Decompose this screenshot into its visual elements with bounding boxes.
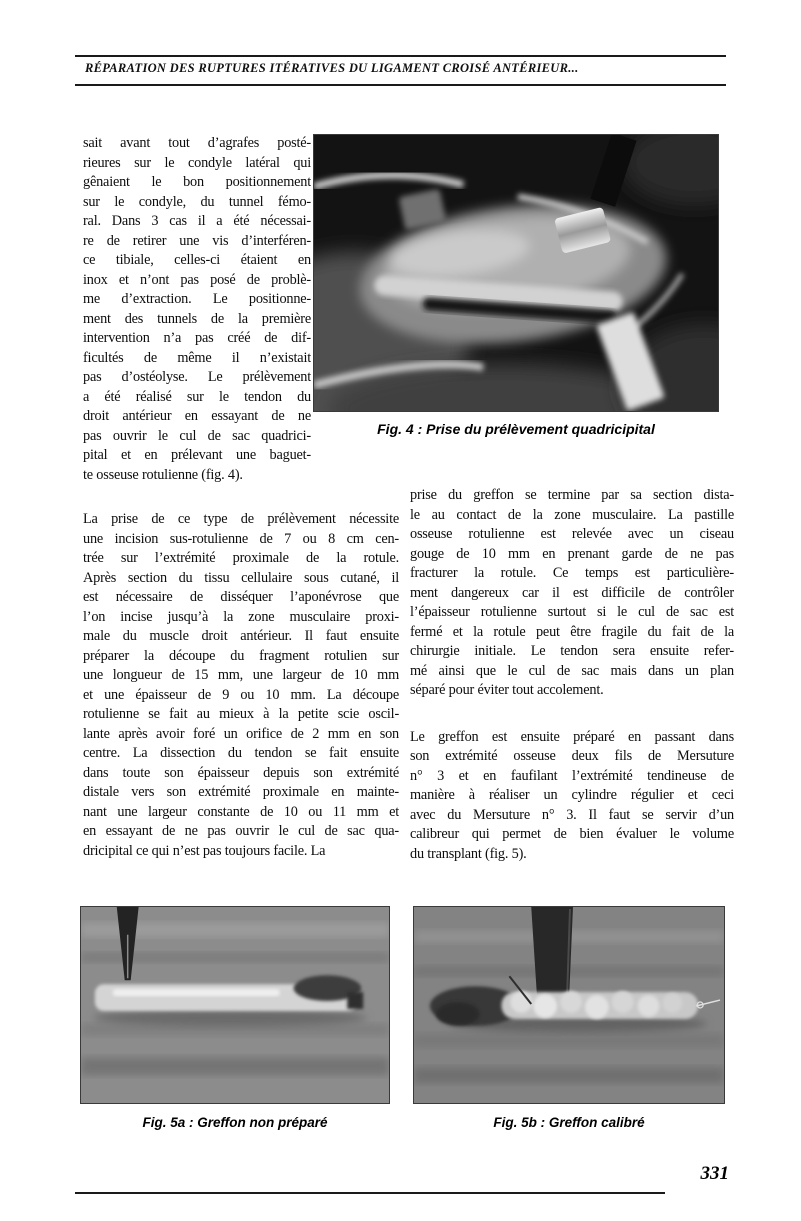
- text-line: centre. La dissection du tendon se fait ensuite: [83, 745, 399, 761]
- text-line: n° 3 et en faufilant l’extrémité tendineuse de: [410, 767, 734, 784]
- paragraph-gap: [410, 701, 734, 728]
- right-paragraph-2: [410, 728, 734, 865]
- text-line: ral. Dans 3 cas il a été nécessai-: [83, 213, 311, 229]
- text-line: préparer la découpe du fragment rotulien sur: [83, 647, 399, 664]
- footer-rule: [75, 1192, 665, 1194]
- figure-4: [313, 134, 719, 437]
- text-line: chirurgie initiale. Le tendon sera ensuite refer-: [410, 643, 734, 659]
- right-column: [410, 486, 734, 864]
- text-line: mé ainsi que le cul de sac mais dans un plan: [410, 662, 734, 679]
- figure-5a-photo: [80, 906, 390, 1104]
- text-line: a été réalisé sur le tendon du: [83, 388, 311, 405]
- header-rule-top: [75, 55, 726, 57]
- text-line: son extrémité osseuse deux fils de Mersuture: [410, 748, 734, 764]
- text-line: intervention n’a pas créé de dif-: [83, 330, 311, 346]
- text-line: te osseuse rotulienne (fig. 4).: [83, 466, 243, 483]
- text-line: droit antérieur en essayant de ne: [83, 408, 311, 424]
- text-line: ment dangereux car il est difficile de contrôler: [410, 584, 734, 601]
- text-line: calibreur qui permet de bien évaluer le volume: [410, 826, 734, 842]
- figure-5a-caption: Fig. 5a : Greffon non préparé: [142, 1115, 328, 1130]
- text-line: distale vers son extrémité proximale en mainte-: [83, 784, 399, 800]
- text-line: prise du greffon se termine par sa section dista-: [410, 487, 734, 503]
- text-line: le au contact de la zone musculaire. La pastille: [410, 506, 734, 523]
- text-line: rieures sur le condyle latéral qui: [83, 154, 311, 171]
- text-line: trée sur l’extrémité proximale de la rotule.: [83, 550, 399, 566]
- text-line: séparé pour éviter tout accolement.: [410, 682, 604, 698]
- left-column-paragraph: [83, 510, 399, 861]
- text-line: gouge de 10 mm en prenant garde de ne pas: [410, 545, 734, 562]
- figure-4-caption: Fig. 4 : Prise du prélèvement quadricipital: [377, 421, 655, 437]
- right-paragraph-1: [410, 486, 734, 701]
- text-line: nant une largeur constante de 10 ou 11 mm et: [83, 803, 399, 820]
- text-line: une longueur de 15 mm, une largeur de 10 mm: [83, 667, 399, 683]
- text-line: avec du Mersuture n° 3. Il faut se servir d’un: [410, 806, 734, 823]
- running-title: RÉPARATION DES RUPTURES ITÉRATIVES DU LIGAMENT CROISÉ ANTÉRIEUR...: [85, 61, 579, 75]
- intro-paragraph: [83, 134, 311, 485]
- text-line: fermé et la rotule peut être fragile du fait de la: [410, 623, 734, 640]
- header-rule-bottom: [75, 84, 726, 86]
- page-number: 331: [700, 1163, 729, 1184]
- text-line: ment des tunnels de la première: [83, 310, 311, 327]
- text-line: La prise de ce type de prélèvement nécessite: [83, 511, 399, 527]
- text-line: re de retirer une vis d’interféren-: [83, 232, 311, 249]
- text-line: Le greffon est ensuite préparé en passant dans: [410, 728, 734, 745]
- figure-5b-caption: Fig. 5b : Greffon calibré: [493, 1115, 645, 1130]
- text-line: l’on incise jusqu’à la zone musculaire proxi-: [83, 608, 399, 625]
- text-line: me d’extraction. Le positionne-: [83, 291, 311, 307]
- text-line: inox et n’ont pas posé de problè-: [83, 271, 311, 288]
- text-line: dricipital ce qui n’est pas toujours facile. La: [83, 842, 326, 859]
- text-line: manière à réaliser un cylindre régulier et ceci: [410, 787, 734, 803]
- text-line: ficultés de même il n’existait: [83, 349, 311, 366]
- text-line: et une épaisseur de 9 ou 10 mm. La découpe: [83, 686, 399, 703]
- text-line: fracturer la rotule. Ce temps est particulière-: [410, 565, 734, 581]
- text-line: une incision sus-rotulienne de 7 ou 8 cm cen-: [83, 530, 399, 547]
- text-line: dans toute son épaisseur depuis son extrémité: [83, 764, 399, 781]
- text-line: est nécessaire de disséquer l’aponévrose que: [83, 589, 399, 605]
- figure-5b-photo: [413, 906, 725, 1104]
- text-line: pas ouvrir le cul de sac quadrici-: [83, 427, 311, 444]
- text-line: l’épaisseur rotulienne surtout si le cul de sac est: [410, 604, 734, 620]
- text-line: lante après avoir foré un orifice de 2 mm en son: [83, 725, 399, 742]
- text-line: sait avant tout d’agrafes posté-: [83, 135, 311, 151]
- text-line: ce tibiale, celles-ci étaient en: [83, 252, 311, 268]
- text-line: pas d’ostéolyse. Le prélèvement: [83, 369, 311, 385]
- text-line: sur le condyle, du tunnel fémo-: [83, 193, 311, 210]
- figure-5b: [413, 906, 725, 1130]
- figure-5a: [80, 906, 390, 1130]
- text-line: pital et en prélevant une baguet-: [83, 447, 311, 463]
- text-line: rotulienne se fait au mieux à la petite scie oscil-: [83, 706, 399, 722]
- text-line: male du muscle droit antérieur. Il faut ensuite: [83, 628, 399, 644]
- text-line: Après section du tissu cellulaire sous cutané, il: [83, 569, 399, 586]
- text-line: gênaient le bon positionnement: [83, 174, 311, 190]
- figure-4-photo: [313, 134, 719, 412]
- text-line: osseuse rotulienne est relevée avec un ciseau: [410, 526, 734, 542]
- text-line: du transplant (fig. 5).: [410, 845, 527, 862]
- text-line: en essayant de ne pas ouvrir le cul de sac qua-: [83, 823, 399, 839]
